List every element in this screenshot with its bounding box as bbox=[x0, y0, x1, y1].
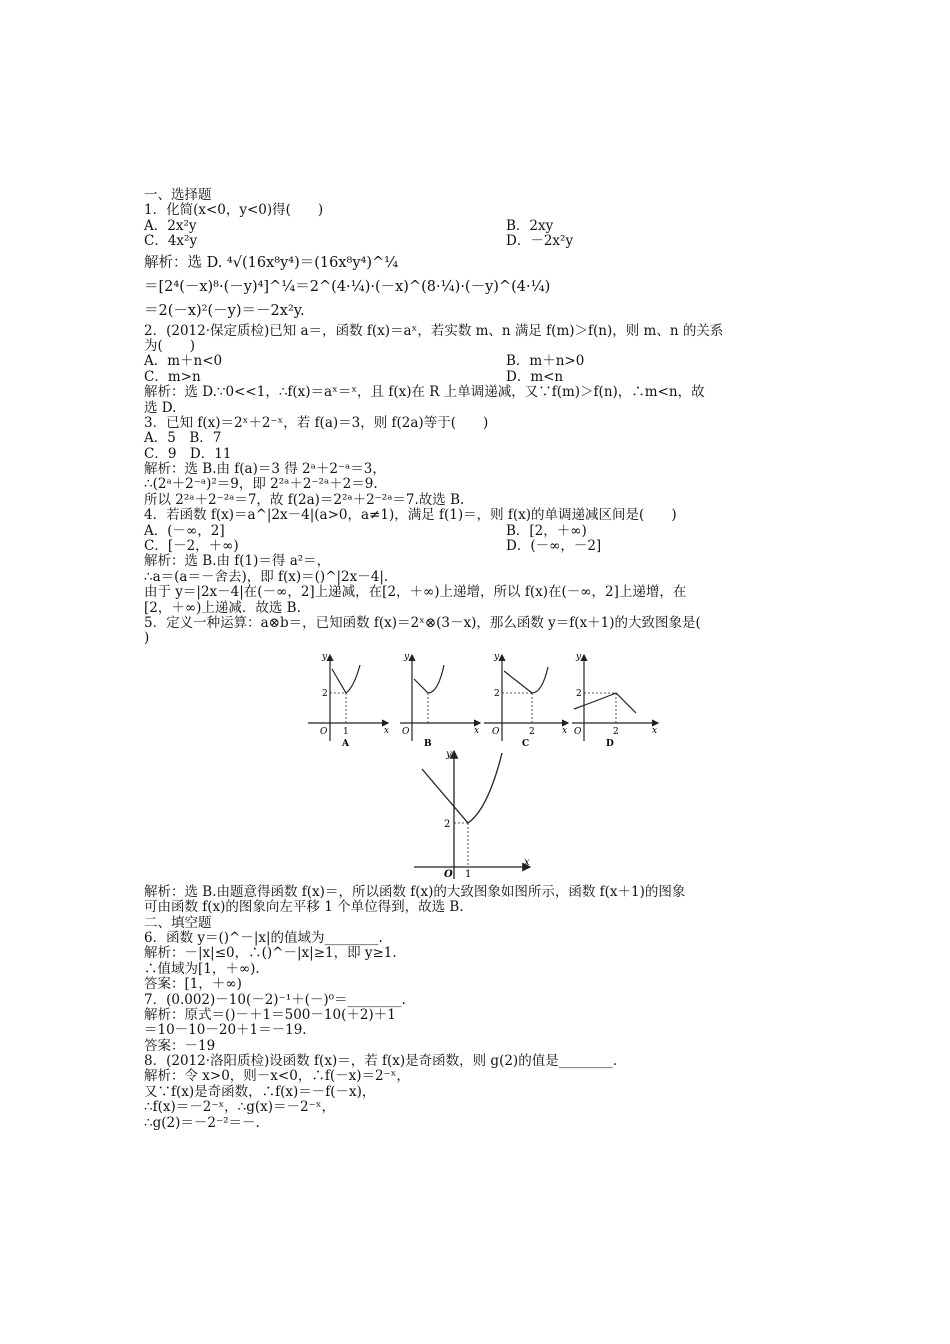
x-axis-label: x bbox=[474, 725, 480, 736]
tick-label: 2 bbox=[529, 726, 535, 737]
graph-d bbox=[570, 651, 660, 747]
q4-solution-line: 由于 y＝|2x－4|在(－∞，2]上递减，在[2，＋∞)上递增，所以 f(x)在(－∞，2]上递增，在 bbox=[144, 584, 687, 601]
graph-a bbox=[306, 651, 390, 747]
q1-option-a: A．2x²y bbox=[144, 217, 197, 234]
q2-option-d: D．m<n bbox=[506, 368, 564, 385]
q7-solution-line: 解析：原式＝()－＋1＝500－10(＋2)＋1 bbox=[144, 1006, 396, 1023]
x-axis-label: x bbox=[562, 725, 568, 736]
q8-solution-line: ∴f(x)＝－2⁻ˣ，∴g(x)＝－2⁻ˣ， bbox=[144, 1099, 335, 1116]
y-axis-label: y bbox=[446, 748, 452, 760]
q4-options-row bbox=[144, 539, 824, 554]
solution-graph-svg bbox=[412, 749, 532, 881]
tick-label: 2 bbox=[494, 688, 500, 699]
tick-label: 2 bbox=[444, 818, 451, 830]
q8-solution-line: 解析：令 x>0，则－x<0，∴f(－x)＝2⁻ˣ， bbox=[144, 1068, 410, 1085]
tick-label: 2 bbox=[613, 726, 619, 737]
origin-label: O bbox=[320, 726, 328, 737]
q1-option-d: D．－2x²y bbox=[506, 233, 574, 250]
q3-solution-line: 所以 2²ᵃ＋2⁻²ᵃ＝7，故 f(2a)＝2²ᵃ＋2⁻²ᵃ＝7.故选 B. bbox=[144, 491, 465, 508]
graph-b bbox=[398, 651, 482, 747]
q1-solution-line: ＝[2⁴(－x)⁸·(－y)⁴]^¼＝2^(4·¼)·(－x)^(8·¼)·(－y)^(4·¼) bbox=[144, 278, 551, 295]
q8-solution-line: 又∵f(x)是奇函数，∴f(x)＝－f(－x)， bbox=[144, 1083, 376, 1100]
section-heading: 二、填空题 bbox=[144, 914, 212, 931]
section-heading: 一、选择题 bbox=[144, 187, 212, 203]
question-5: ) bbox=[144, 630, 150, 647]
q6-solution-line: 解析：－|x|≤0，∴()^－|x|≥1，即 y≥1. bbox=[144, 945, 397, 962]
origin-label: O bbox=[492, 726, 500, 737]
q4-option-a: A．(－∞，2] bbox=[144, 522, 225, 539]
question-2: 为( ) bbox=[144, 337, 196, 354]
q1-solution-line: ＝2(－x)²(－y)＝－2x²y. bbox=[144, 302, 305, 319]
q4-solution-line: [2，＋∞)上递减．故选 B. bbox=[144, 599, 301, 616]
q1-option-b: B．2xy bbox=[506, 217, 554, 234]
q3-options: C．9 D．11 bbox=[144, 445, 232, 462]
document-page bbox=[144, 188, 824, 1131]
tick-label: 1 bbox=[465, 868, 472, 880]
q4-option-b: B．[2，＋∞) bbox=[506, 522, 587, 539]
origin-label: O bbox=[444, 868, 453, 880]
q2-option-a: A．m＋n<0 bbox=[144, 353, 223, 370]
x-axis-label: x bbox=[384, 725, 390, 736]
graph-c bbox=[482, 651, 570, 747]
y-axis-label: y bbox=[494, 651, 500, 662]
option-graphs bbox=[144, 651, 824, 747]
q4-options-row bbox=[144, 524, 824, 539]
tick-label: 2 bbox=[322, 688, 328, 699]
q3-options: A．5 B．7 bbox=[144, 430, 222, 447]
q6-solution-line: ∴值域为[1，＋∞). bbox=[144, 960, 260, 977]
question-5: 5．定义一种运算：a⊗b＝，已知函数 f(x)＝2ˣ⊗(3－x)，那么函数 y＝f(x＋1)的大致图象是( bbox=[144, 614, 701, 631]
q7-solution-line: ＝10－10－20＋1＝－19. bbox=[144, 1022, 307, 1039]
graph-caption: A bbox=[342, 738, 349, 747]
q8-solution-line: ∴g(2)＝－2⁻²＝－. bbox=[144, 1114, 260, 1131]
q1-solution-line: 解析：选 D. ⁴√(16x⁸y⁴)＝(16x⁸y⁴)^¼ bbox=[144, 254, 399, 271]
q2-option-b: B．m＋n>0 bbox=[506, 353, 585, 370]
q1-option-c: C．4x²y bbox=[144, 233, 198, 250]
question-1: 1．化简(x<0，y<0)得( ) bbox=[144, 202, 324, 219]
q2-options-row bbox=[144, 354, 824, 369]
graph-caption: B bbox=[424, 738, 432, 747]
q3-solution-line: ∴(2ᵃ＋2⁻ᵃ)²＝9，即 2²ᵃ＋2⁻²ᵃ＋2＝9. bbox=[144, 476, 378, 493]
q7-answer: 答案：－19 bbox=[144, 1037, 216, 1054]
q3-solution-line: 解析：选 B.由 f(a)＝3 得 2ᵃ＋2⁻ᵃ＝3， bbox=[144, 461, 386, 478]
question-7: 7．(0.002)－10(－2)⁻¹＋(－)⁰＝________. bbox=[144, 991, 406, 1008]
q5-solution-line: 可由函数 f(x)的图象向左平移 1 个单位得到，故选 B. bbox=[144, 899, 464, 916]
origin-label: O bbox=[402, 726, 410, 737]
q1-options-row bbox=[144, 219, 824, 234]
q2-solution-line: 解析：选 D.∵0<<1，∴f(x)＝aˣ＝ˣ，且 f(x)在 R 上单调递减，又∵f(m)＞f(n)，∴m<n，故 bbox=[144, 384, 705, 401]
q1-options-row bbox=[144, 234, 824, 249]
tick-label: 2 bbox=[576, 688, 582, 699]
q4-solution-line: ∴a＝(a＝－舍去)，即 f(x)＝()^|2x－4|. bbox=[144, 568, 389, 585]
q4-solution-line: 解析：选 B.由 f(1)＝得 a²＝， bbox=[144, 553, 331, 570]
q4-option-c: C．[－2，＋∞) bbox=[144, 538, 239, 555]
y-axis-label: y bbox=[404, 651, 410, 662]
q2-option-c: C．m>n bbox=[144, 368, 201, 385]
question-4: 4．若函数 f(x)＝a^|2x－4|(a>0，a≠1)，满足 f(1)＝，则 f(x)的单调递减区间是( ) bbox=[144, 507, 677, 524]
q2-options-row bbox=[144, 370, 824, 385]
origin-label: O bbox=[574, 726, 582, 737]
question-6: 6．函数 y＝()^－|x|的值域为________. bbox=[144, 929, 383, 946]
y-axis-label: y bbox=[576, 651, 582, 662]
q4-option-d: D．(－∞，－2] bbox=[506, 538, 602, 555]
graph-caption: C bbox=[522, 738, 530, 747]
x-axis-label: x bbox=[652, 725, 658, 736]
q5-solution-line: 解析：选 B.由题意得函数 f(x)＝，所以函数 f(x)的大致图象如图所示，函数 f(x＋1)的图象 bbox=[144, 883, 686, 900]
graph-caption: D bbox=[606, 738, 614, 747]
question-8: 8．(2012·洛阳质检)设函数 f(x)＝，若 f(x)是奇函数，则 g(2)的值是________. bbox=[144, 1053, 617, 1070]
question-2: 2．(2012·保定质检)已知 a＝，函数 f(x)＝aˣ，若实数 m、n 满足 f(m)＞f(n)，则 m、n 的关系 bbox=[144, 322, 724, 339]
question-3: 3．已知 f(x)＝2ˣ＋2⁻ˣ，若 f(a)＝3，则 f(2a)等于( ) bbox=[144, 414, 489, 431]
tick-label: 1 bbox=[343, 726, 349, 737]
q6-answer: 答案：[1，＋∞) bbox=[144, 976, 242, 993]
y-axis-label: y bbox=[322, 651, 328, 662]
x-axis-label: x bbox=[524, 856, 530, 868]
solution-graph bbox=[144, 749, 824, 881]
q2-solution-line: 选 D. bbox=[144, 399, 177, 416]
